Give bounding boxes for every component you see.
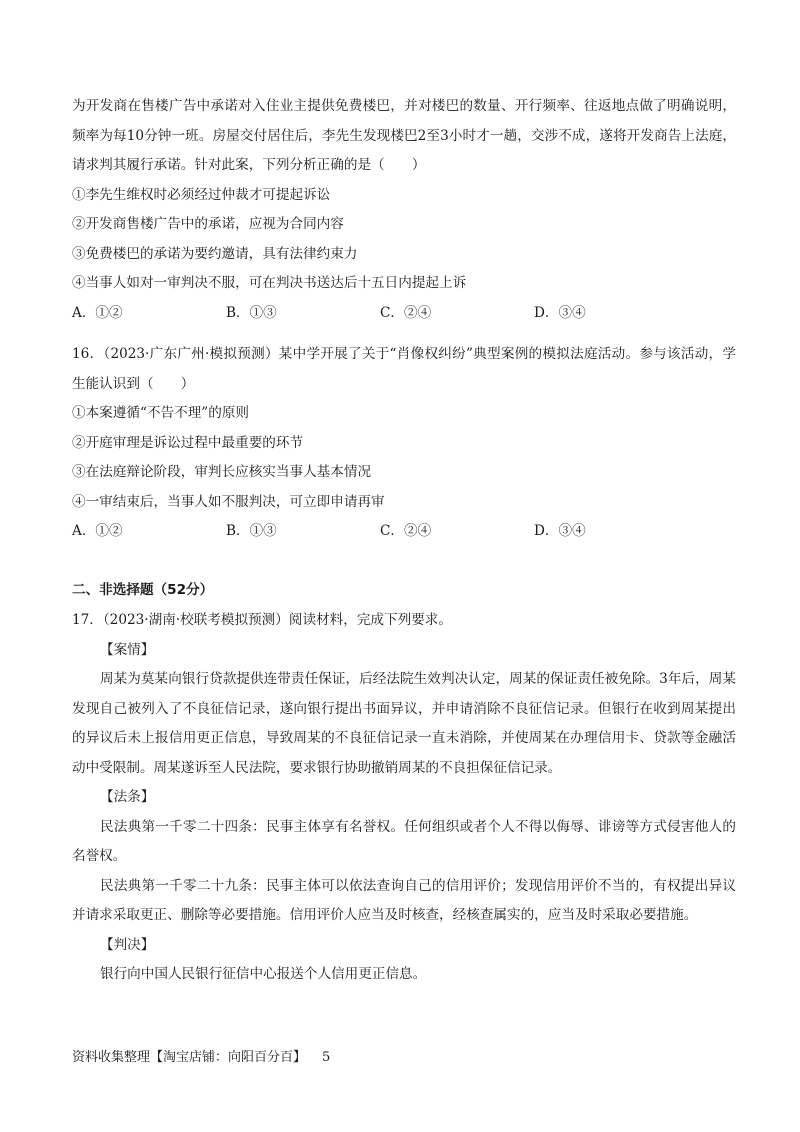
footer-source: 资料收集整理【淘宝店铺：向阳百分百】 (72, 1050, 307, 1065)
question-15 (72, 92, 736, 328)
question-16-item-1: ①本案遵循“不告不理”的原则 (72, 405, 250, 421)
law-article-1029: 民法典第一千零二十九条：民事主体可以依法查询自己的信用评价；发现信用评价不当的，有权提出异议并请求采取更正、删除等必要措施。信用评价人应当及时核查，经核查属实的，应当及时采取必要措施。 (72, 877, 736, 923)
judgment-text: 银行向中国人民银行征信中心报送个人信用更正信息。 (100, 966, 427, 982)
section-heading: 二、非选择题（52分） (72, 582, 214, 598)
case-text: 周某为莫某向银行贷款提供连带责任保证，后经法院生效判决认定，周某的保证责任被免除。3年后，周某发现自己被列入了不良征信记录，遂向银行提出书面异议，并申请消除不良征信记录。但银行在收到周某提出的异议后未上报信用更正信息，导致周某的不良征信记录一直未消除，并使周某在办理信用卡、贷款等金融活动中受限制。周某遂诉至人民法院，要求银行协助撤销周某的不良担保征信记录。 (72, 671, 736, 776)
law-tag: 【法条】 (100, 789, 155, 805)
page-number: 5 (322, 1050, 331, 1065)
case-tag: 【案情】 (100, 641, 155, 658)
option-b: B．①③ (226, 523, 277, 539)
question-16-stem: 16．（2023·广东广州·模拟预测）某中学开展了关于“肖像权纠纷”典型案例的模拟法庭活动。参与该活动，学生能认识到（ ） (72, 346, 736, 392)
question-15-stem: 为开发商在售楼广告中承诺对入住业主提供免费楼巴，并对楼巴的数量、开行频率、往返地点做了明确说明，频率为每10分钟一班。房屋交付居住后，李先生发现楼巴2至3小时才一趟，交涉不成，遂将开发商告上法庭，请求判其履行承诺。针对此案，下列分析正确的是（ ） (72, 98, 736, 173)
option-a: A．①② (72, 304, 123, 321)
judgment-tag: 【判决】 (100, 936, 155, 953)
law-article-1024: 民法典第一千零二十四条：民事主体享有名誉权。任何组织或者个人不得以侮辱、诽谤等方式侵害他人的名誉权。 (72, 818, 736, 864)
question-15-item-2: ②开发商售楼广告中的承诺，应视为合同内容 (72, 216, 344, 232)
page-footer (72, 1046, 330, 1065)
question-15-item-1: ①李先生维权时必须经过仲裁才可提起诉讼 (72, 186, 331, 203)
question-15-item-3: ③免费楼巴的承诺为要约邀请，具有法律约束力 (72, 245, 358, 262)
option-c: C．②④ (380, 304, 432, 321)
question-17 (72, 606, 736, 990)
option-b: B．①③ (226, 304, 277, 321)
question-15-options (72, 299, 736, 329)
option-a: A．①② (72, 523, 123, 539)
question-16 (72, 340, 736, 547)
question-15-item-4: ④当事人如对一审判决不服，可在判决书送达后十五日内提起上诉 (72, 275, 467, 291)
question-16-item-4: ④一审结束后，当事人如不服判决，可立即申请再审 (72, 493, 385, 510)
option-d: D．③④ (534, 523, 586, 539)
question-17-stem: 17．（2023·湖南·校联考模拟预测）阅读材料，完成下列要求。 (72, 612, 452, 628)
question-16-item-3: ③在法庭辩论阶段，审判长应核实当事人基本情况 (72, 464, 372, 480)
option-c: C．②④ (380, 523, 432, 539)
question-16-options (72, 517, 736, 547)
question-16-item-2: ②开庭审理是诉讼过程中最重要的环节 (72, 434, 304, 451)
option-d: D．③④ (534, 304, 586, 321)
